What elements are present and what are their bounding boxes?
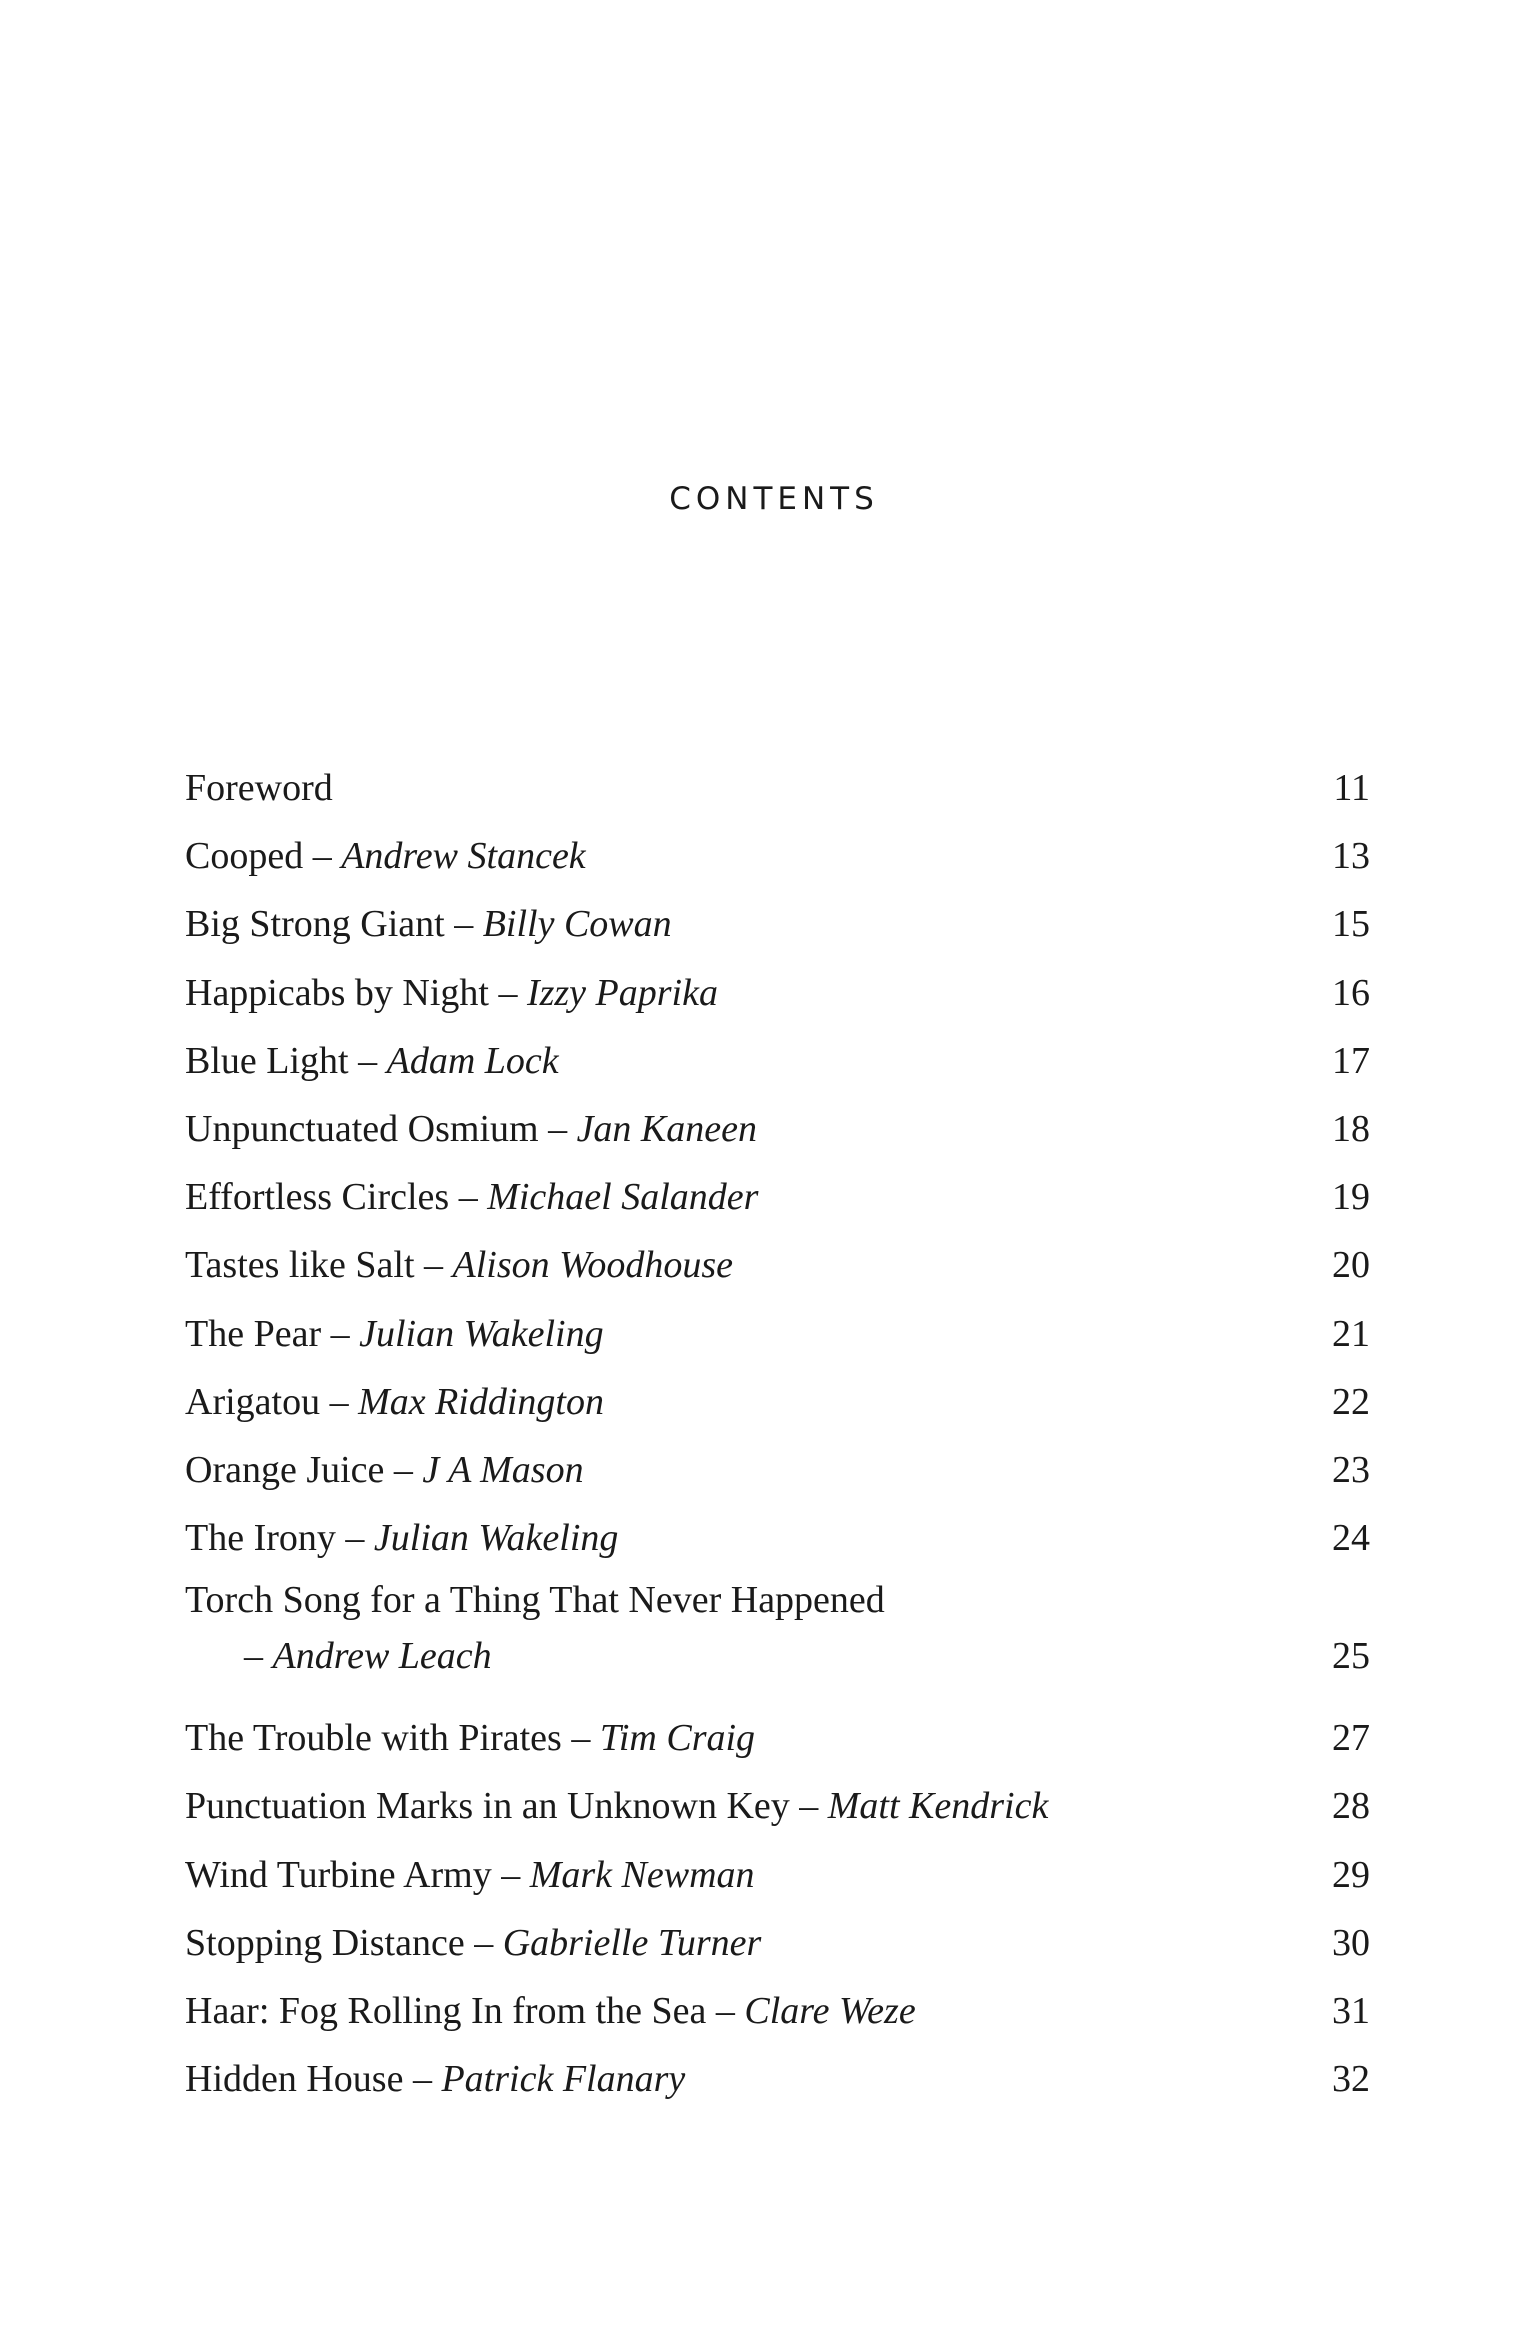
entry-page-number: 21 — [1332, 1312, 1370, 1355]
table-of-contents — [185, 754, 1370, 2113]
entry-title: Foreword — [185, 767, 333, 809]
entry-title: Wind Turbine Army — [185, 1853, 492, 1896]
entry-separator: – — [706, 1990, 745, 2032]
entry-page-number: 27 — [1332, 1717, 1370, 1760]
entry-separator: – — [244, 1635, 273, 1678]
entry-author: Tim Craig — [599, 1717, 756, 1760]
entry-title-line — [185, 1572, 1370, 1628]
entry-page-number: 23 — [1332, 1448, 1370, 1491]
entry-page-number: 30 — [1332, 1921, 1370, 1964]
entry-author: Andrew Leach — [272, 1635, 492, 1678]
toc-entry — [185, 1300, 1370, 1368]
toc-entry — [185, 1163, 1370, 1231]
toc-entry-text — [185, 754, 1310, 822]
toc-entry — [185, 1095, 1370, 1163]
entry-title: Torch Song for a Thing That Never Happened — [185, 1579, 885, 1622]
toc-entry-text — [185, 1027, 1310, 1095]
entry-page-number: 11 — [1333, 767, 1370, 809]
entry-page-number: 29 — [1332, 1853, 1370, 1896]
entry-page-number: 32 — [1332, 2058, 1370, 2101]
entry-title: The Trouble with Pirates — [185, 1717, 562, 1760]
entry-separator: – — [491, 1853, 530, 1896]
toc-entry — [185, 1704, 1370, 1772]
entry-author: Izzy Paprika — [526, 971, 718, 1014]
entry-title: Stopping Distance — [185, 1921, 465, 1964]
toc-entry — [185, 959, 1370, 1027]
entry-title: Effortless Circles — [185, 1176, 450, 1219]
entry-title: Hidden House — [185, 2058, 404, 2101]
entry-separator: – — [444, 903, 483, 946]
toc-entry — [185, 754, 1370, 822]
toc-entry — [185, 1231, 1370, 1299]
entry-author: Alison Woodhouse — [452, 1244, 733, 1287]
entry-author: Julian Wakeling — [373, 1517, 619, 1560]
entry-author: Max Riddington — [358, 1380, 604, 1423]
entry-separator: – — [561, 1717, 600, 1760]
toc-entry — [185, 890, 1370, 958]
toc-entry-text — [244, 1628, 492, 1684]
entry-title: Big Strong Giant — [185, 903, 445, 946]
toc-entry-text — [185, 1163, 1310, 1231]
entry-separator: – — [538, 1107, 577, 1150]
toc-entry-text — [185, 1772, 1310, 1840]
entry-author-line — [185, 1628, 1370, 1704]
toc-entry-text — [185, 1704, 1310, 1772]
entry-title: Tastes like Salt — [185, 1244, 415, 1287]
entry-separator: – — [464, 1921, 503, 1964]
toc-entry-text — [185, 1231, 1310, 1299]
toc-entry-text — [185, 2045, 1310, 2113]
entry-separator: – — [348, 1039, 387, 1082]
entry-author: Mark Newman — [529, 1853, 755, 1896]
entry-separator: – — [303, 835, 342, 878]
entry-title: Blue Light — [185, 1039, 349, 1082]
entry-title: Happicabs by Night — [185, 971, 489, 1014]
entry-separator: – — [449, 1176, 488, 1219]
toc-entry — [185, 1909, 1370, 1977]
toc-entry-text — [185, 1504, 1310, 1572]
entry-separator: – — [384, 1448, 423, 1491]
entry-author: Matt Kendrick — [827, 1785, 1049, 1828]
entry-author: Michael Salander — [487, 1176, 759, 1219]
toc-entry-text — [185, 890, 1310, 958]
toc-entry — [185, 1841, 1370, 1909]
entry-page-number: 18 — [1332, 1107, 1370, 1150]
toc-entry-text — [185, 1841, 1310, 1909]
entry-page-number: 25 — [1332, 1635, 1370, 1678]
toc-entry-text — [185, 959, 1310, 1027]
entry-author: Billy Cowan — [482, 903, 672, 946]
entry-author: Clare Weze — [744, 1990, 916, 2032]
toc-entry-text — [185, 822, 1310, 890]
entry-author: Adam Lock — [386, 1039, 559, 1082]
entry-author: Patrick Flanary — [441, 2058, 686, 2101]
entry-title: The Pear — [185, 1312, 322, 1355]
entry-page-number: 20 — [1332, 1244, 1370, 1287]
toc-entry-text — [185, 1368, 1310, 1436]
toc-entry — [185, 1977, 1370, 2045]
toc-entry — [185, 1572, 1370, 1704]
toc-entry — [185, 1772, 1370, 1840]
entry-title: The Irony — [185, 1517, 336, 1560]
toc-entry — [185, 1504, 1370, 1572]
entry-page-number: 28 — [1332, 1785, 1370, 1828]
toc-entry-text — [185, 1300, 1310, 1368]
entry-separator: – — [321, 1312, 360, 1355]
entry-separator: – — [414, 1244, 453, 1287]
toc-entry-text — [185, 1436, 1310, 1504]
entry-title: Arigatou — [185, 1380, 321, 1423]
entry-author: Andrew Stancek — [341, 835, 586, 878]
toc-entry-text — [185, 1095, 1310, 1163]
entry-separator: – — [488, 971, 527, 1014]
entry-title: Haar: Fog Rolling In from the Sea — [185, 1990, 707, 2032]
entry-author: Gabrielle Turner — [502, 1921, 762, 1964]
entry-page-number: 16 — [1332, 971, 1370, 1014]
toc-entry — [185, 1436, 1370, 1504]
toc-entry — [185, 1027, 1370, 1095]
entry-author: J A Mason — [422, 1448, 584, 1491]
entry-title: Punctuation Marks in an Unknown Key — [185, 1785, 790, 1828]
entry-page-number: 13 — [1332, 835, 1370, 878]
toc-entry — [185, 822, 1370, 890]
entry-author: Jan Kaneen — [576, 1107, 758, 1150]
contents-heading: CONTENTS — [669, 481, 879, 517]
entry-page-number: 22 — [1332, 1380, 1370, 1423]
toc-entry-text — [185, 1977, 1310, 2045]
entry-separator: – — [403, 2058, 442, 2101]
entry-title: Orange Juice — [185, 1448, 385, 1491]
entry-separator: – — [789, 1785, 828, 1828]
entry-page-number: 15 — [1332, 903, 1370, 946]
entry-title: Unpunctuated Osmium — [185, 1107, 539, 1150]
entry-separator: – — [335, 1517, 374, 1560]
entry-title: Cooped — [185, 835, 304, 878]
entry-separator: – — [320, 1380, 359, 1423]
entry-author: Julian Wakeling — [359, 1312, 604, 1355]
entry-page-number: 31 — [1332, 1990, 1370, 2032]
toc-entry — [185, 1368, 1370, 1436]
toc-entry-text — [185, 1909, 1310, 1977]
entry-page-number: 19 — [1332, 1176, 1370, 1219]
entry-page-number: 17 — [1332, 1039, 1370, 1082]
entry-page-number: 24 — [1332, 1517, 1370, 1560]
toc-entry — [185, 2045, 1370, 2113]
